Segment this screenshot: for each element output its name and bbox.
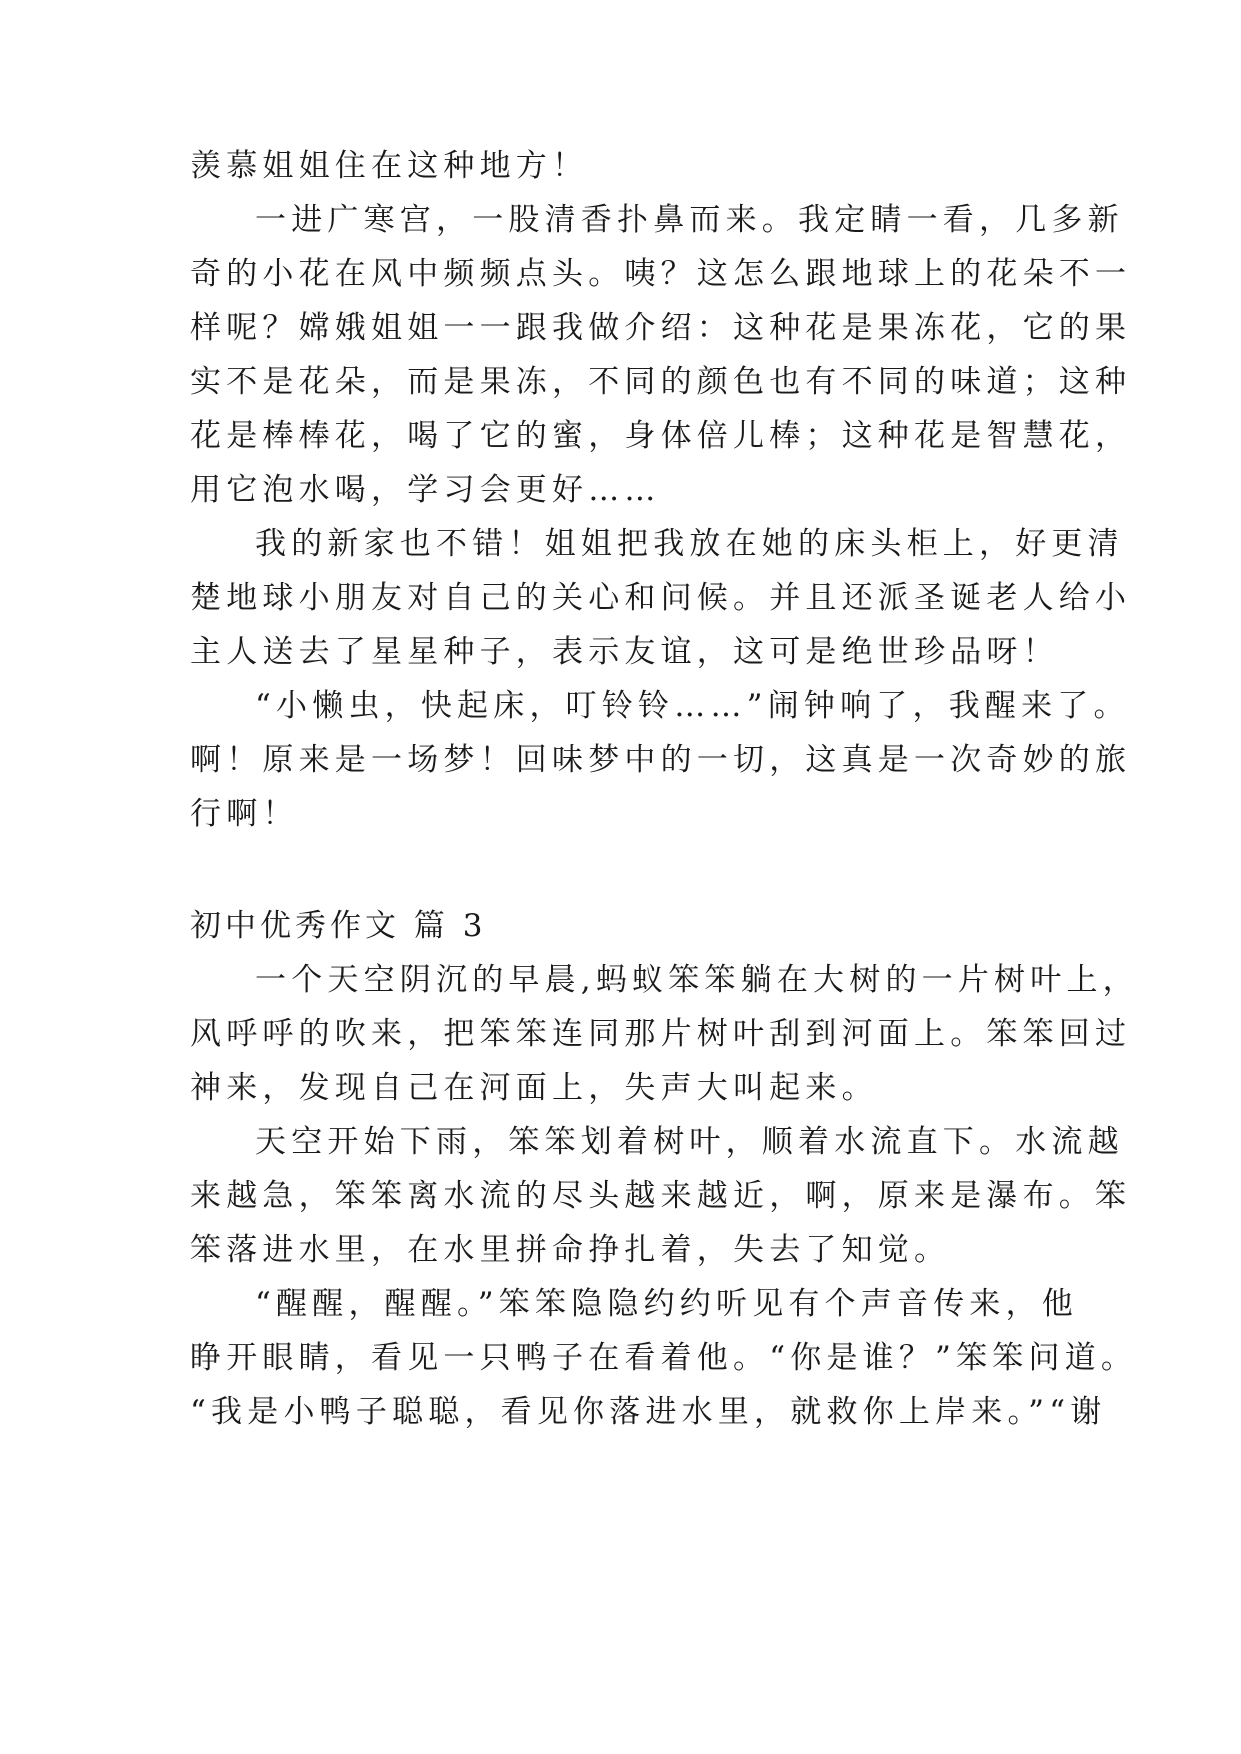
text-line: 风呼呼的吹来，把笨笨连同那片树叶刮到河面上。笨笨回过 (190, 1016, 1132, 1052)
paragraph-start-line: “醒醒，醒醒。”笨笨隐隐约约听见有个声音传来，他 (255, 1286, 1078, 1322)
text-line: 行啊！ (190, 796, 299, 832)
paragraph-start-line: “小懒虫，快起床，叮铃铃……”闹钟响了，我醒来了。 (255, 688, 1130, 724)
text-line: 啊！原来是一场梦！回味梦中的一切，这真是一次奇妙的旅 (190, 742, 1132, 778)
text-line: 样呢？嫦娥姐姐一一跟我做介绍：这种花是果冻花，它的果 (190, 310, 1132, 346)
text-line: 奇的小花在风中频频点头。咦？这怎么跟地球上的花朵不一 (190, 256, 1132, 292)
text-line: 来越急，笨笨离水流的尽头越来越近，啊，原来是瀑布。笨 (190, 1178, 1132, 1214)
text-line: 神来，发现自己在河面上，失声大叫起来。 (190, 1070, 878, 1106)
text-line: 花是棒棒花，喝了它的蜜，身体倍儿棒；这种花是智慧花， (190, 418, 1132, 454)
paragraph-start-line: 一进广寒宫，一股清香扑鼻而来。我定睛一看，几多新 (255, 202, 1124, 238)
paragraph-start-line: 天空开始下雨，笨笨划着树叶，顺着水流直下。水流越 (255, 1124, 1124, 1160)
text-line: 主人送去了星星种子，表示友谊，这可是绝世珍品呀！ (190, 634, 1059, 670)
text-line: 实不是花朵，而是果冻，不同的颜色也有不同的味道；这种 (190, 364, 1132, 400)
text-line: 用它泡水喝，学习会更好…… (190, 472, 661, 508)
text-line: 羡慕姐姐住在这种地方！ (190, 148, 589, 184)
paragraph-start-line: 一个天空阴沉的早晨,蚂蚁笨笨躺在大树的一片树叶上， (255, 962, 1139, 998)
text-line: 笨落进水里，在水里拼命挣扎着，失去了知觉。 (190, 1232, 951, 1268)
section-heading: 初中优秀作文 篇 3 (190, 908, 487, 944)
text-line: 楚地球小朋友对自己的关心和问候。并且还派圣诞老人给小 (190, 580, 1132, 616)
text-line: “我是小鸭子聪聪，看见你落进水里，就救你上岸来。”“谢 (190, 1394, 1107, 1430)
paragraph-start-line: 我的新家也不错！姐姐把我放在她的床头柜上，好更清 (255, 526, 1124, 562)
text-line: 睁开眼睛，看见一只鸭子在看着他。“你是谁？”笨笨问道。 (190, 1340, 1138, 1376)
